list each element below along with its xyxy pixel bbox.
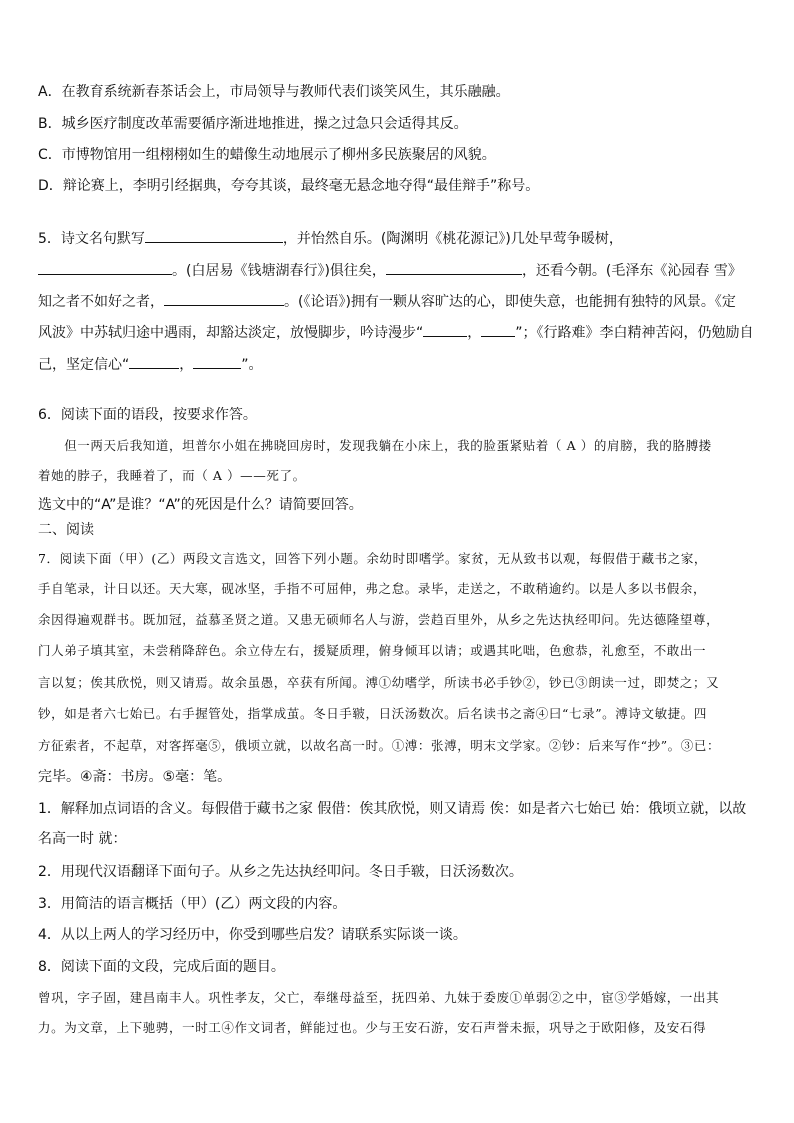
q5-line-2 (38, 260, 758, 281)
subquestion-1: 1．解释加点词语的含义。每假借于藏书之家 假借：俟其欣悦，则又请焉 俟：如是者六七始已 始：俄顷立就，以故 (38, 801, 747, 817)
answer-blank[interactable] (193, 354, 241, 369)
q7-line-7: 方征索者，不起草，对客挥毫⑤，俄顷立就，以故名高一时。①溥：张溥，明末文学家。②钞：后来写作“抄”。③已： (38, 738, 721, 753)
q5-line-3 (38, 291, 758, 312)
q5-text: 知之者不如好之者， (38, 294, 164, 310)
answer-blank[interactable] (129, 354, 179, 369)
subquestion-1-cont: 名高一时 就： (38, 831, 127, 847)
q6-passage-line-2: 着她的脖子，我睡着了，而（ A ）——死了。 (38, 468, 306, 483)
subquestion-3: 3．用简洁的语言概括（甲）(乙）两文段的内容。 (38, 896, 347, 912)
q5-text: ， (467, 325, 482, 341)
q6-passage-line-1: 但一两天后我知道，坦普尔小姐在拂晓回房时，发现我躺在小床上，我的脸蛋紧贴着（ A ）的肩膀，我的胳膊搂 (38, 438, 712, 453)
q5-text: 己，坚定信心“ (38, 357, 130, 373)
q5-text: 。(《论语》)拥有一颗从容旷达的心，即使失意，也能拥有独特的风景。《定 (284, 294, 736, 310)
q6-question: 选文中的“A”是谁？“A”的死因是什么？请简要回答。 (38, 497, 363, 513)
q5-text: 。(白居易《钱塘湖春行》)俱往矣， (172, 263, 386, 279)
q5-text: ， (179, 357, 194, 373)
subquestion-4: 4．从以上两人的学习经历中，你受到哪些启发？请联系实际谈一谈。 (38, 927, 467, 943)
answer-blank[interactable] (481, 322, 515, 337)
answer-blank[interactable] (164, 291, 284, 306)
q5-text: 5．诗文名句默写 (38, 231, 145, 247)
option-b: B．城乡医疗制度改革需要循序渐进地推进，操之过急只会适得其反。 (38, 116, 468, 132)
answer-blank[interactable] (38, 260, 172, 275)
option-c: C．市博物馆用一组栩栩如生的蜡像生动地展示了柳州多民族聚居的风貌。 (38, 147, 496, 163)
q5-line-1 (38, 228, 758, 249)
answer-blank[interactable] (423, 322, 467, 337)
q8-title: 8．阅读下面的文段，完成后面的题目。 (38, 959, 285, 975)
q5-text: ，并怡然自乐。(陶渊明《桃花源记》)几处早莺争暖树， (282, 231, 623, 247)
answer-blank[interactable] (386, 260, 522, 275)
q7-line-3: 余因得遍观群书。既加冠，益慕圣贤之道。又患无硕师名人与游，尝趋百里外，从乡之先达执经叩问。先达德隆望尊， (38, 612, 720, 627)
q6-title: 6．阅读下面的语段，按要求作答。 (38, 407, 257, 423)
q7-line-2: 手自笔录，计日以还。天大寒，砚冰坚，手指不可屈伸，弗之怠。录毕，走送之，不敢稍逾约。以是人多以书假余， (38, 581, 707, 596)
q7-line-5: 言以复；俟其欣悦，则又请焉。故余虽愚，卒获有所闻。溥①幼嗜学，所读书必手钞②，钞已③朗读一过，即焚之；又 (38, 675, 720, 690)
q8-passage-line-2: 力。为文章，上下驰骋，一时工④作文词者，鲜能过也。少与王安石游，安石声誉未振，巩导之于欧阳修，及安石得 (38, 1020, 707, 1035)
option-d: D．辩论赛上，李明引经据典，夸夸其谈，最终毫无悬念地夺得“最佳辩手”称号。 (38, 178, 540, 194)
q5-line-4 (38, 322, 758, 343)
q5-text: ，还看今朝。(毛泽东《沁园春 雪》 (521, 263, 742, 279)
q5-text: 风波》中苏轼归途中遇雨，却豁达淡定，放慢脚步，吟诗漫步“ (38, 325, 424, 341)
q5-text: ”。 (241, 357, 263, 373)
answer-blank[interactable] (145, 228, 283, 243)
q7-line-8: 完毕。④斋：书房。⑤毫：笔。 (38, 769, 232, 785)
option-a: A．在教育系统新春茶话会上，市局领导与教师代表们谈笑风生，其乐融融。 (38, 84, 510, 100)
q5-text: ”；《行路难》李白精神苦闷，仍勉励自 (515, 325, 754, 341)
q7-line-1: 7．阅读下面（甲）(乙）两段文言选文，回答下列小题。余幼时即嗜学。家贫，无从致书以观，每假借于藏书之家， (38, 551, 708, 566)
section-heading: 二、阅读 (38, 522, 94, 538)
q7-line-6: 钞，如是者六七始已。右手握管处，指掌成茧。冬日手皲，日沃汤数次。后名读书之斋④曰“七录”。溥诗文敏捷。四 (38, 706, 707, 721)
q7-line-4: 门人弟子填其室，未尝稍降辞色。余立侍左右，援疑质理，俯身倾耳以请；或遇其叱咄，色愈恭，礼愈至，不敢出一 (38, 643, 707, 658)
subquestion-2: 2．用现代汉语翻译下面句子。从乡之先达执经叩问。冬日手皲，日沃汤数次。 (38, 864, 523, 880)
q8-passage-line-1: 曾巩，字子固，建昌南丰人。巩性孝友，父亡，奉继母益至，抚四弟、九妹于委废①单弱②之中，宦③学婚嫁，一出其 (38, 990, 720, 1005)
q5-line-5 (38, 354, 758, 375)
